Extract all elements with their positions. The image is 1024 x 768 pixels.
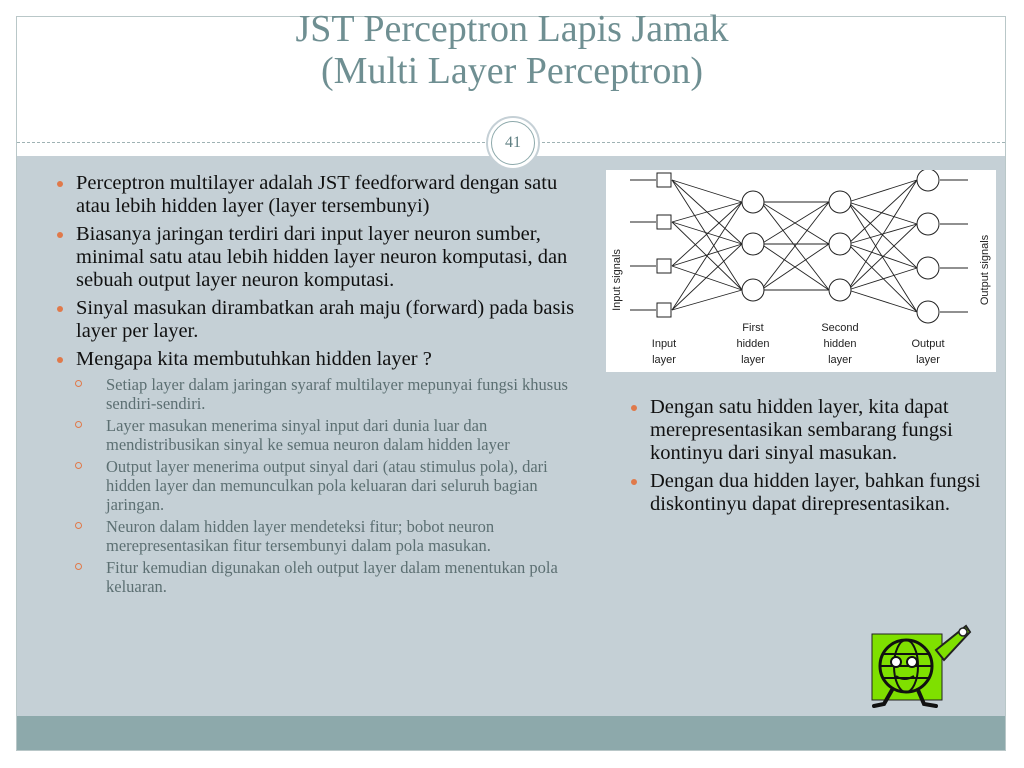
title-line-2: (Multi Layer Perceptron): [321, 50, 703, 92]
right-column: [622, 396, 992, 521]
ring-bullet-icon: [75, 462, 82, 469]
page-number-badge: [486, 116, 540, 170]
input-node: [657, 215, 671, 229]
input-layer-label-2: layer: [652, 354, 676, 366]
bullet-dot-icon: [631, 405, 637, 411]
bullet-dot-icon: [57, 232, 63, 238]
second-hidden-label-1: Second: [821, 322, 859, 334]
first-hidden-neuron: [742, 279, 764, 301]
neuron-nodes: [657, 170, 939, 323]
bullet-item: [48, 172, 593, 218]
ring-bullet-icon: [75, 522, 82, 529]
page-number: 41: [491, 121, 535, 165]
second-hidden-label-2: hidden: [823, 338, 857, 350]
output-neuron: [917, 301, 939, 323]
first-hidden-neuron: [742, 191, 764, 213]
input-node: [657, 303, 671, 317]
sub-bullet-text: Output layer menerima output sinyal dari (atau stimulus pola), dari hidden layer dan memunculkan pola keluaran dari seluruh bagian jaringan.: [106, 457, 548, 514]
bullet-dot-icon: [57, 357, 63, 363]
mlp-network-diagram: [606, 170, 996, 372]
sub-bullet-item: [48, 375, 593, 413]
output-neuron: [917, 213, 939, 235]
sub-bullet-text: Neuron dalam hidden layer mendeteksi fitur; bobot neuron merepresentasikan fitur tersembunyi dalam pola masukan.: [106, 517, 495, 555]
bullet-dot-icon: [57, 306, 63, 312]
connection-line: [848, 180, 917, 202]
input-layer-label-1: Input: [651, 338, 677, 350]
globe-rocket-mascot-icon: [866, 620, 976, 712]
sub-bullet-item: [48, 517, 593, 555]
sub-bullet-item: [48, 416, 593, 454]
second-hidden-neuron: [829, 191, 851, 213]
bullet-text: Dengan satu hidden layer, kita dapat merepresentasikan sembarang fungsi kontinyu dari sinyal masukan.: [650, 396, 953, 464]
connection-line: [672, 222, 742, 244]
ring-bullet-icon: [75, 421, 82, 428]
bullet-text: Mengapa kita membutuhkan hidden layer ?: [76, 348, 432, 370]
bullet-item: [48, 223, 593, 292]
connection-line: [672, 266, 742, 290]
title-line-1: JST Perceptron Lapis Jamak: [295, 8, 729, 50]
sub-bullet-item: [48, 457, 593, 514]
ring-bullet-icon: [75, 380, 82, 387]
sub-bullet-item: [48, 558, 593, 596]
footer-bar: [17, 716, 1005, 750]
sub-bullet-list: [48, 375, 593, 596]
bullet-item: [622, 396, 992, 465]
first-hidden-label-1: First: [742, 322, 764, 334]
bullet-dot-icon: [57, 181, 63, 187]
sub-bullet-text: Layer masukan menerima sinyal input dari dunia luar dan mendistribusikan sinyal ke semua neuron dalam hidden layer: [106, 416, 510, 454]
left-column: [48, 172, 593, 599]
output-layer-label-1: Output: [911, 338, 945, 350]
connection-line: [672, 180, 742, 202]
main-bullet-list: [48, 172, 593, 371]
output-layer-label-2: layer: [916, 354, 940, 366]
bullet-item: [48, 348, 593, 371]
bullet-item: [622, 470, 992, 516]
input-node: [657, 259, 671, 273]
bullet-text: Biasanya jaringan terdiri dari input layer neuron sumber, minimal satu atau lebih hidden layer neuron komputasi, dan sebuah output layer neuron komputasi.: [76, 223, 568, 291]
bullet-item: [48, 297, 593, 343]
second-hidden-label-3: layer: [828, 354, 852, 366]
network-diagram-svg: [606, 170, 996, 372]
second-hidden-neuron: [829, 279, 851, 301]
connection-line: [848, 290, 917, 312]
output-neuron: [917, 257, 939, 279]
bullet-dot-icon: [631, 479, 637, 485]
sub-bullet-text: Fitur kemudian digunakan oleh output layer dalam menentukan pola keluaran.: [106, 558, 558, 596]
connection-line: [848, 202, 917, 224]
connection-lines: [630, 180, 968, 312]
first-hidden-label-2: hidden: [736, 338, 770, 350]
connection-line: [672, 244, 742, 266]
input-signals-label: Input signals: [611, 249, 623, 311]
connection-line: [848, 244, 917, 312]
ring-bullet-icon: [75, 563, 82, 570]
slide-title: [0, 8, 1024, 92]
sub-bullet-text: Setiap layer dalam jaringan syaraf multilayer mepunyai fungsi khusus sendiri-sendiri.: [106, 375, 568, 413]
bullet-text: Dengan dua hidden layer, bahkan fungsi diskontinyu dapat direpresentasikan.: [650, 470, 981, 515]
bullet-text: Sinyal masukan dirambatkan arah maju (forward) pada basis layer per layer.: [76, 297, 575, 342]
connection-line: [848, 268, 917, 290]
first-hidden-label-3: layer: [741, 354, 765, 366]
right-bullet-list: [622, 396, 992, 516]
bullet-text: Perceptron multilayer adalah JST feedforward dengan satu atau lebih hidden layer (layer tersembunyi): [76, 172, 558, 217]
input-node: [657, 173, 671, 187]
output-neuron: [917, 170, 939, 191]
connection-line: [848, 244, 917, 268]
output-signals-label: Output signals: [979, 234, 991, 306]
first-hidden-neuron: [742, 233, 764, 255]
second-hidden-neuron: [829, 233, 851, 255]
